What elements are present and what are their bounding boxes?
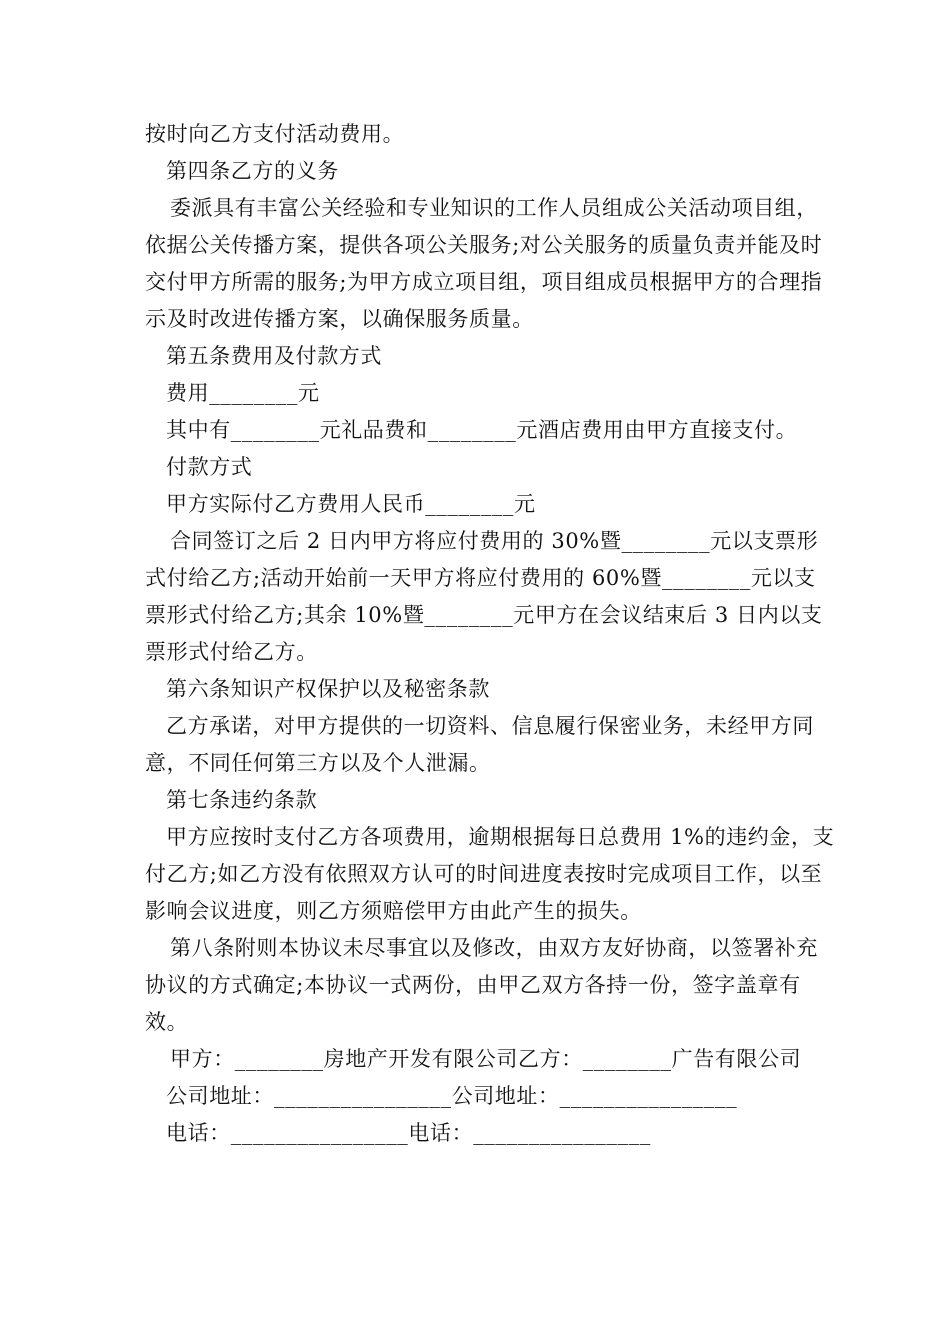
- article-4-body: 委派具有丰富公关经验和专业知识的工作人员组成公关活动项目组，依据公关传播方案，提供各项公关服务;对公关服务的质量负责并能及时交付甲方所需的服务;为甲方成立项目组，项目组成员根据甲方的合理指示及时改进传播方案，以确保服务质量。: [145, 196, 823, 331]
- actual-payment-line: 甲方实际付乙方费用人民币________元: [166, 492, 536, 516]
- payment-schedule-body: 合同签订之后 2 日内甲方将应付费用的 30%暨________元以支票形式付给乙方;活动开始前一天甲方将应付费用的 60%暨________元以支票形式付给乙方;其余 10%暨________元甲方在会议结束后 3 日内以支票形式付给乙方。: [145, 529, 823, 664]
- fee-total-line: 费用________元: [166, 381, 320, 405]
- article-6-body: 乙方承诺，对甲方提供的一切资料、信息履行保密业务，未经甲方同意，不同任何第三方以及个人泄漏。: [145, 714, 814, 775]
- article-5-heading: 第五条费用及付款方式: [166, 344, 382, 368]
- company-address-line: 公司地址：________________公司地址：________________: [166, 1084, 738, 1108]
- article-8-body: 第八条附则本协议未尽事宜以及修改，由双方友好协商，以签署补充协议的方式确定;本协议一式两份，由甲乙双方各持一份，签字盖章有效。: [145, 936, 818, 1034]
- article-7-heading: 第七条违约条款: [166, 788, 318, 812]
- signature-parties-line: 甲方：________房地产开发有限公司乙方：________广告有限公司: [170, 1047, 802, 1071]
- phone-line: 电话：________________电话：________________: [166, 1121, 651, 1145]
- fee-breakdown-line: 其中有________元礼品费和________元酒店费用由甲方直接支付。: [166, 418, 798, 442]
- paragraph-payment-note: 按时向乙方支付活动费用。: [145, 122, 405, 146]
- article-6-heading: 第六条知识产权保护以及秘密条款: [166, 677, 490, 701]
- article-4-heading: 第四条乙方的义务: [166, 159, 339, 183]
- article-7-body: 甲方应按时支付乙方各项费用，逾期根据每日总费用 1%的违约金，支付乙方;如乙方没有依照双方认可的时间进度表按时完成项目工作，以至影响会议进度，则乙方须赔偿甲方由此产生的损失。: [145, 825, 835, 923]
- payment-method-heading: 付款方式: [166, 455, 253, 479]
- document-body: [145, 116, 835, 1152]
